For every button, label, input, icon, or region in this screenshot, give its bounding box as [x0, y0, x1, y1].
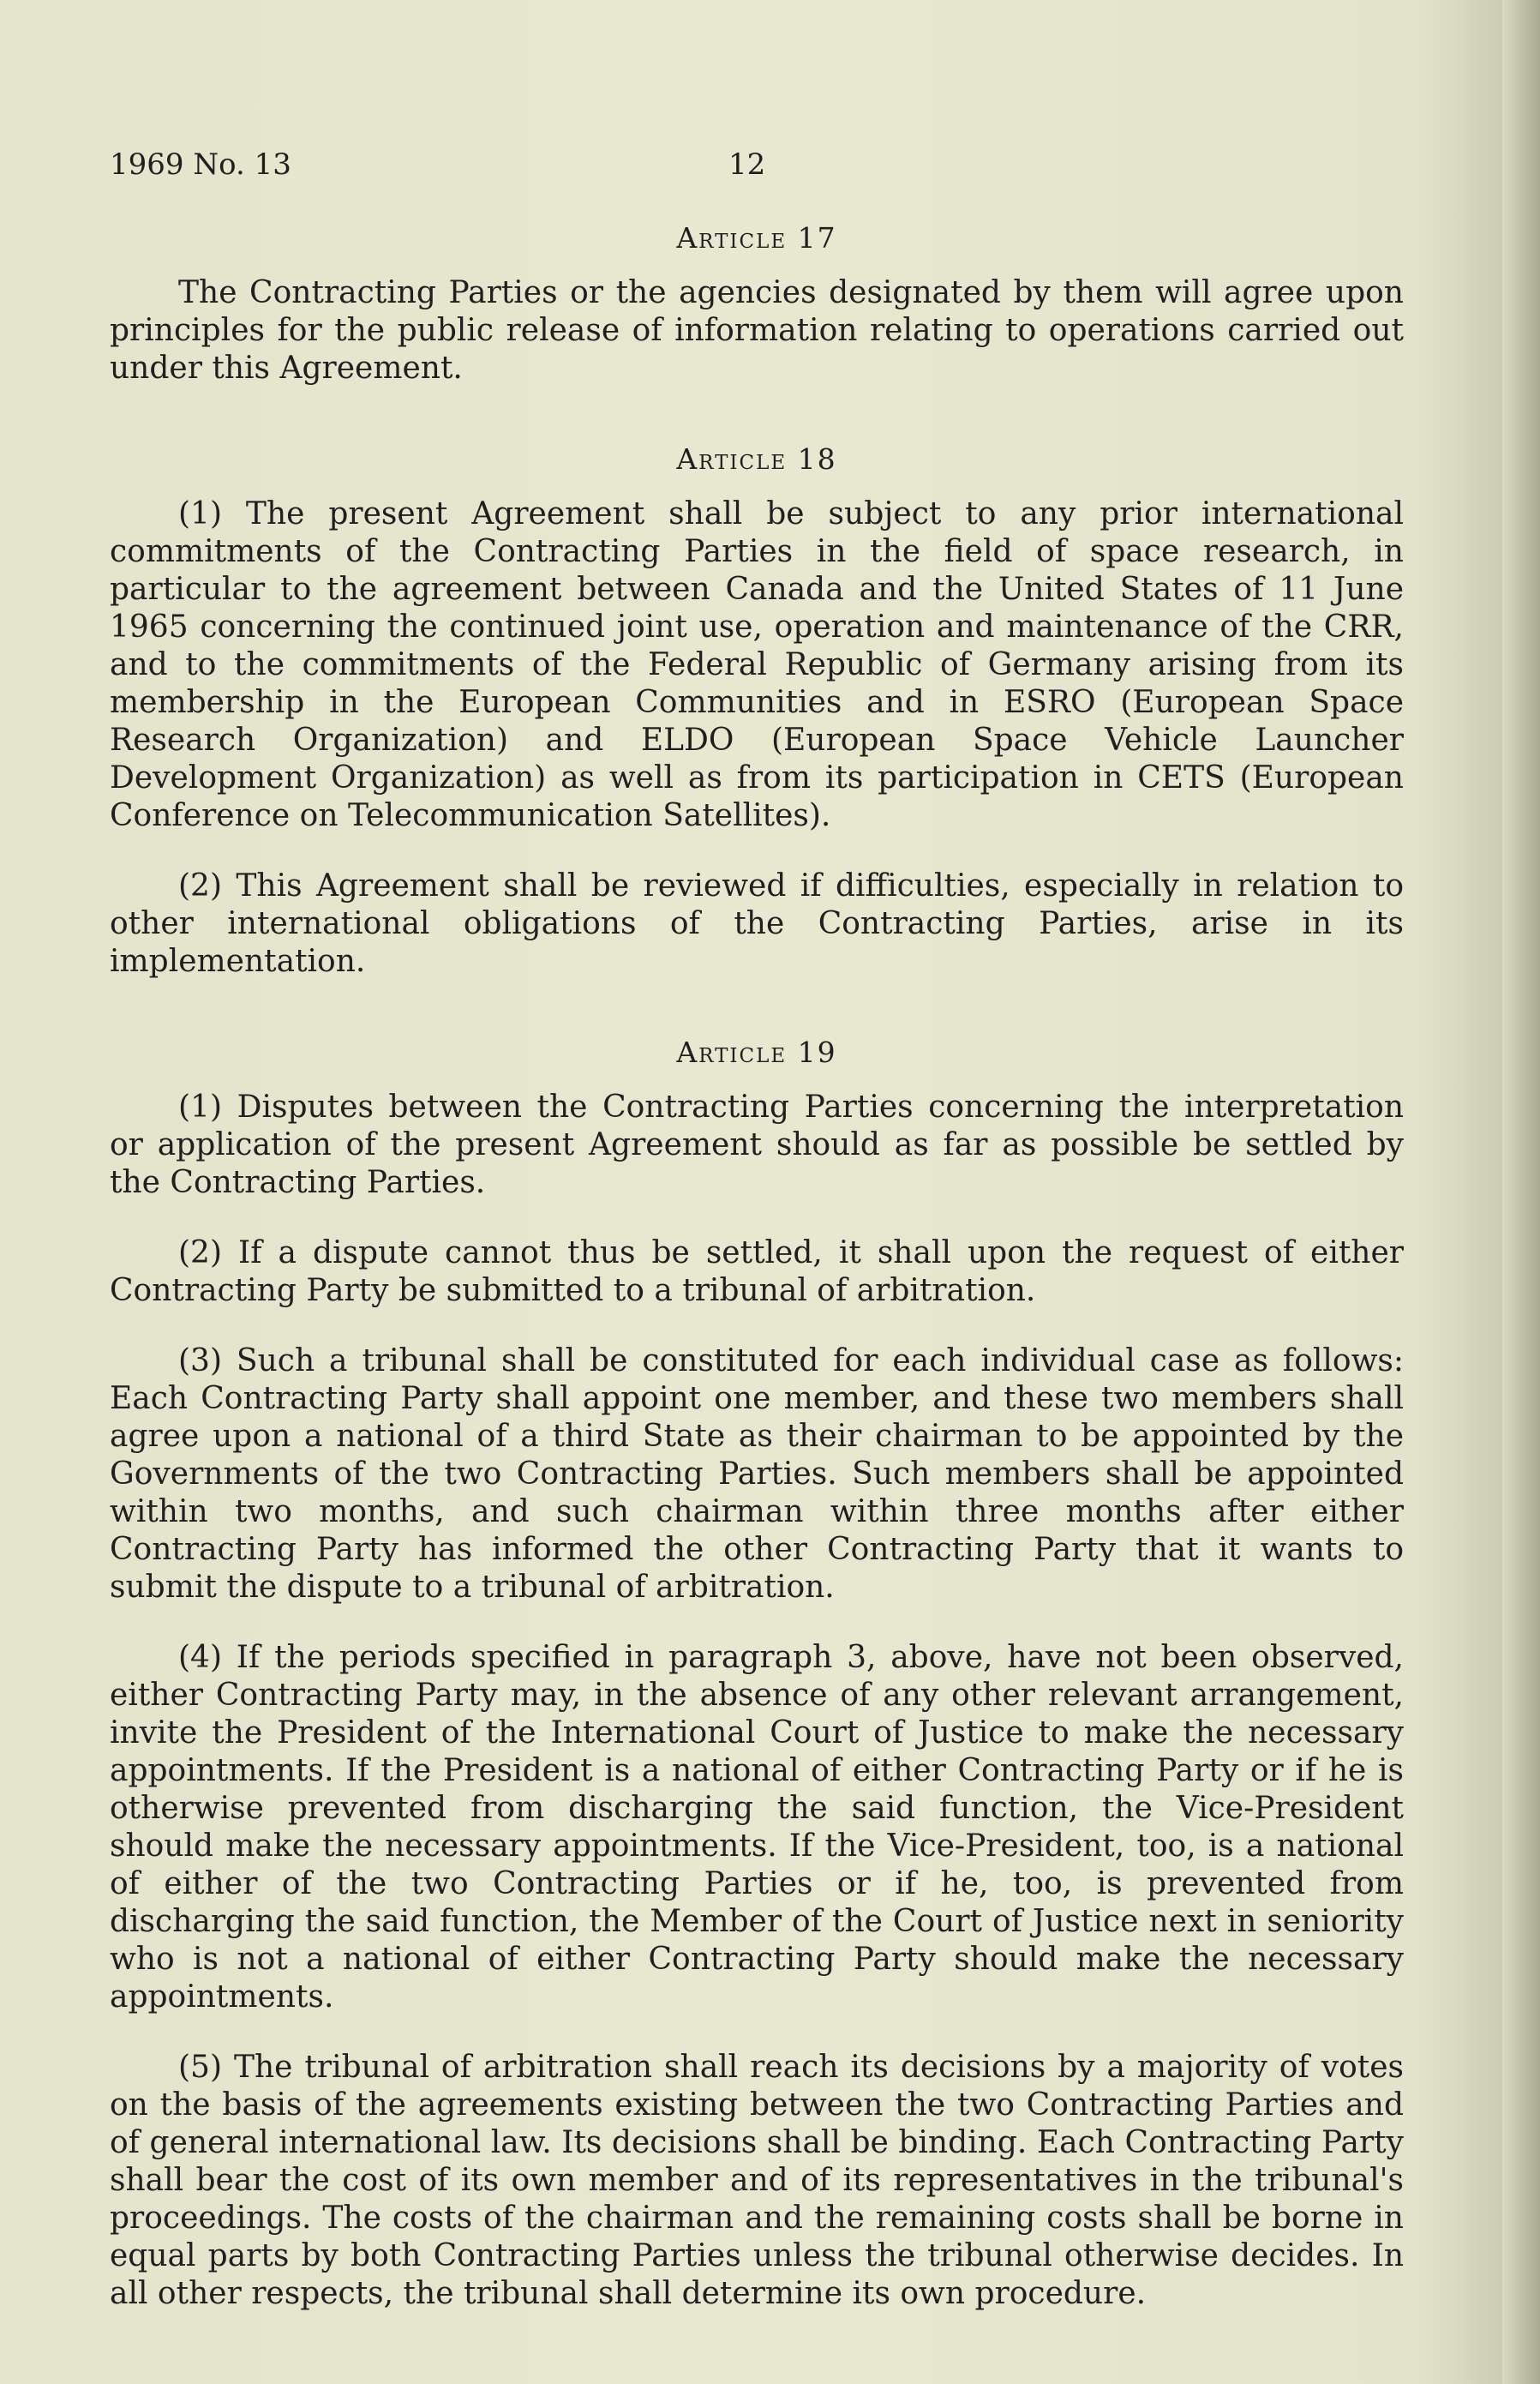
section-spacer	[110, 1013, 1404, 1034]
article-paragraph: (5) The tribunal of arbitration shall reach its decisions by a majority of votes on the basis of the agreements existing between the two Contracting Parties and of general international law. Its decisions shall be binding. Each Contracting Party shall bear the cost of its own member and of its representatives in the tribunal's proceedings. The costs of the chairman and the remaining costs shall be borne in equal parts by both Contracting Parties unless the tribunal otherwise decides. In all other respects, the tribunal shall determine its own procedure.	[110, 2050, 1404, 2311]
article-paragraph: (1) The present Agreement shall be subject to any prior international commitments of the Contracting Parties in the field of space research, in particular to the agreement between Canada and the United States of 11 June 1965 concerning the continued joint use, operation and maintenance of the CRR, and to the commitments of the Federal Republic of Germany arising from its membership in the European Communities and in ESRO (European Space Research Organization) and ELDO (European Space Vehicle Launcher Development Organization) as well as from its participation in CETS (European Conference on Telecommunication Satellites).	[110, 496, 1404, 833]
article-paragraph: (3) Such a tribunal shall be constituted for each individual case as follows: Each Contracting Party shall appoint one member, and these two members shall agree upon a national of a third State as their chairman to be appointed by the Governments of the two Contracting Parties. Such members shall be appointed within two months, and such chairman within three months after either Contracting Party has informed the other Contracting Party that it wants to submit the dispute to a tribunal of arbitration.	[110, 1343, 1404, 1605]
article-paragraph: (2) If a dispute cannot thus be settled, it shall upon the request of either Contracting Party be submitted to a tribunal of arbitration.	[110, 1235, 1404, 1308]
article-19	[110, 1034, 1404, 2313]
page-number: 12	[728, 147, 766, 182]
article-heading: Article 18	[676, 442, 837, 476]
article-paragraph: (2) This Agreement shall be reviewed if difficulties, especially in relation to other international obligations of the Contracting Parties, arise in its implementation.	[110, 868, 1404, 979]
article-paragraph: The Contracting Parties or the agencies designated by them will agree upon principles for the public release of information relating to operations carried out under this Agreement.	[110, 275, 1404, 386]
article-paragraph: (1) Disputes between the Contracting Parties concerning the interpretation or application of the present Agreement should as far as possible be settled by the Contracting Parties.	[110, 1090, 1404, 1200]
year-number-label: 1969 No. 13	[110, 147, 291, 182]
article-17	[110, 219, 1404, 387]
document-body	[110, 219, 1404, 2345]
article-heading: Article 19	[676, 1036, 837, 1069]
article-heading: Article 17	[676, 221, 837, 255]
page-spine-shadow	[1502, 0, 1540, 2384]
article-paragraph: (4) If the periods specified in paragraph 3, above, have not been observed, either Contracting Party may, in the absence of any other relevant arrangement, invite the President of the International Court of Justice to make the necessary appointments. If the President is a national of either Contracting Party or if he is otherwise prevented from discharging the said function, the Vice-President should make the necessary appointments. If the Vice-President, too, is a national of either of the two Contracting Parties or if he, too, is prevented from discharging the said function, the Member of the Court of Justice next in seniority who is not a national of either Contracting Party should make the necessary appointments.	[110, 1640, 1404, 2015]
article-18	[110, 441, 1404, 981]
section-spacer	[110, 420, 1404, 441]
page-header	[110, 147, 1404, 190]
